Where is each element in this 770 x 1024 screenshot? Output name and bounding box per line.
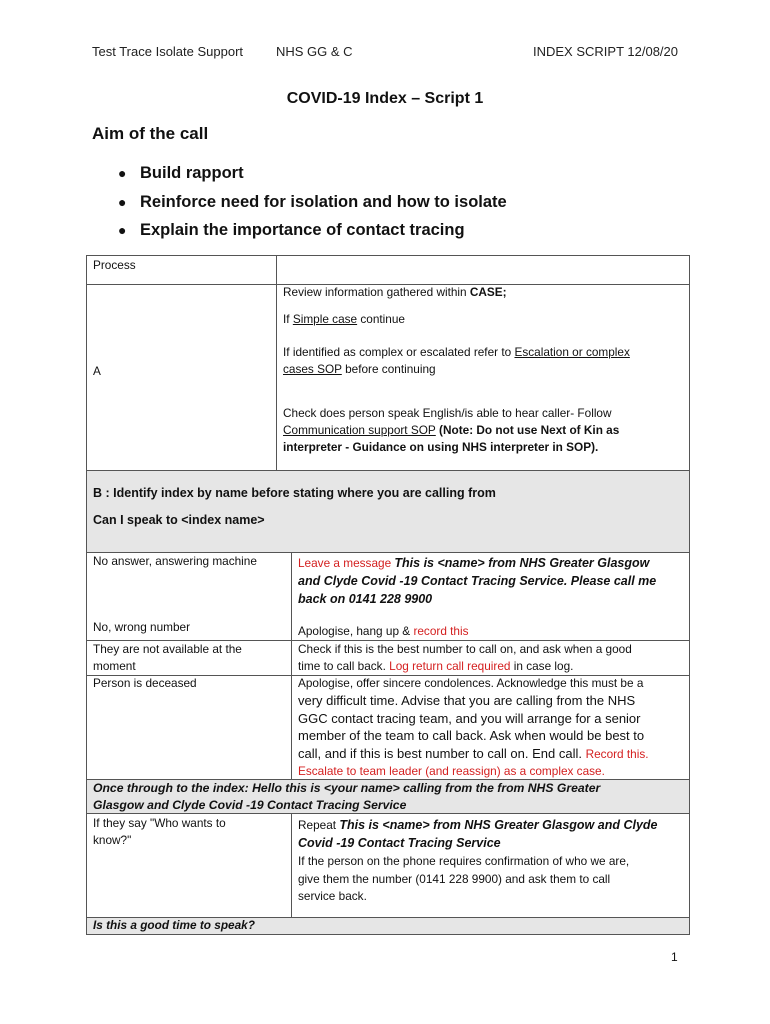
complex-line-2: cases SOP before continuing [283, 362, 436, 376]
bullet-icon: ● [118, 165, 127, 181]
header-middle: NHS GG & C [276, 44, 353, 59]
table-rule [291, 552, 292, 779]
document-title: COVID-19 Index – Script 1 [286, 90, 484, 107]
section-b-background [86, 470, 690, 552]
check-line: Check does person speak English/is able to hear caller- Follow [283, 406, 612, 420]
aim-bullet-list [118, 160, 507, 246]
table-rule [689, 255, 690, 935]
table-rule [86, 934, 690, 935]
section-b-ask: Can I speak to <index name> [93, 513, 265, 527]
check-line-3: interpreter - Guidance on using NHS interpreter in SOP). [283, 440, 599, 454]
table-rule [276, 255, 277, 470]
communication-sop-link[interactable]: Communication support SOP [283, 423, 436, 437]
header-right: INDEX SCRIPT 12/08/20 [533, 44, 678, 59]
table-rule [86, 255, 690, 256]
escalation-sop-link[interactable]: cases SOP [283, 362, 342, 376]
who-wants-label: If they say "Who wants to know?" [93, 816, 226, 847]
bullet-icon: ● [118, 222, 127, 238]
simple-case-line: If Simple case continue [283, 312, 405, 326]
simple-case-link[interactable]: Simple case [292, 312, 358, 326]
deceased-content: Apologise, offer sincere condolences. Acknowledge this must be a very difficult time. Advise that you are calling from the NHS GGC contact tracing team, and you will arrange for a senior member of the team to call back. Ask when would be best to call, and if this is best number to call on. End call. Record this. Escalate to team leader (and reassign) as a complex case. [298, 676, 649, 778]
no-answer-line: Leave a message This is <name> from NHS Greater Glasgow [298, 556, 650, 570]
table-rule [86, 470, 690, 471]
aim-heading: Aim of the call [92, 124, 209, 143]
bullet-icon: ● [118, 193, 127, 210]
page-number: 1 [671, 950, 678, 964]
aim-bullet: ● Reinforce need for isolation and how to isolate [118, 189, 507, 218]
row-a-label: A [93, 364, 101, 378]
who-wants-content: Repeat This is <name> from NHS Greater Glasgow and Clyde Covid -19 Contact Tracing Service If the person on the phone requires confirmation of who we are, give them the number (0141 228 9900) and ask them to call service back. [298, 818, 658, 903]
check-line-2: Communication support SOP (Note: Do not use Next of Kin as [283, 423, 620, 437]
wrong-number-content: Apologise, hang up & record this [298, 624, 469, 638]
complex-line: If identified as complex or escalated refer to Escalation or complex [283, 345, 630, 359]
row-a-content [283, 284, 683, 456]
good-time-question: Is this a good time to speak? [93, 918, 255, 932]
review-line: Review information gathered within CASE; [283, 285, 507, 299]
no-answer-content: Leave a message This is <name> from NHS Greater Glasgow and Clyde Covid -19 Contact Tracing Service. Please call me back on 0141 228 9900 [298, 554, 686, 608]
script-table [86, 255, 690, 935]
process-header: Process [93, 258, 136, 272]
page-header [92, 44, 678, 62]
deceased-label: Person is deceased [93, 676, 197, 690]
header-left: Test Trace Isolate Support [92, 44, 244, 59]
wrong-number-label: No, wrong number [93, 620, 191, 634]
table-rule [86, 255, 87, 935]
escalation-link[interactable]: Escalation or complex [514, 345, 630, 359]
section-b-heading: B : Identify index by name before stating where you are calling from [93, 486, 496, 500]
unavailable-label: They are not available at the moment [93, 642, 242, 673]
table-rule [291, 813, 292, 917]
once-through-text: Once through to the index: Hello this is <your name> calling from the from NHS Greater Glasgow and Clyde Covid -19 Contact Tracing Service [93, 781, 601, 812]
aim-bullet: ● Explain the importance of contact tracing [118, 217, 507, 246]
unavailable-content: Check if this is the best number to call on, and ask when a good time to call back. Log return call required in case log. [298, 642, 632, 673]
no-answer-label: No answer, answering machine [93, 554, 257, 568]
aim-bullet: ● Build rapport [118, 160, 507, 189]
